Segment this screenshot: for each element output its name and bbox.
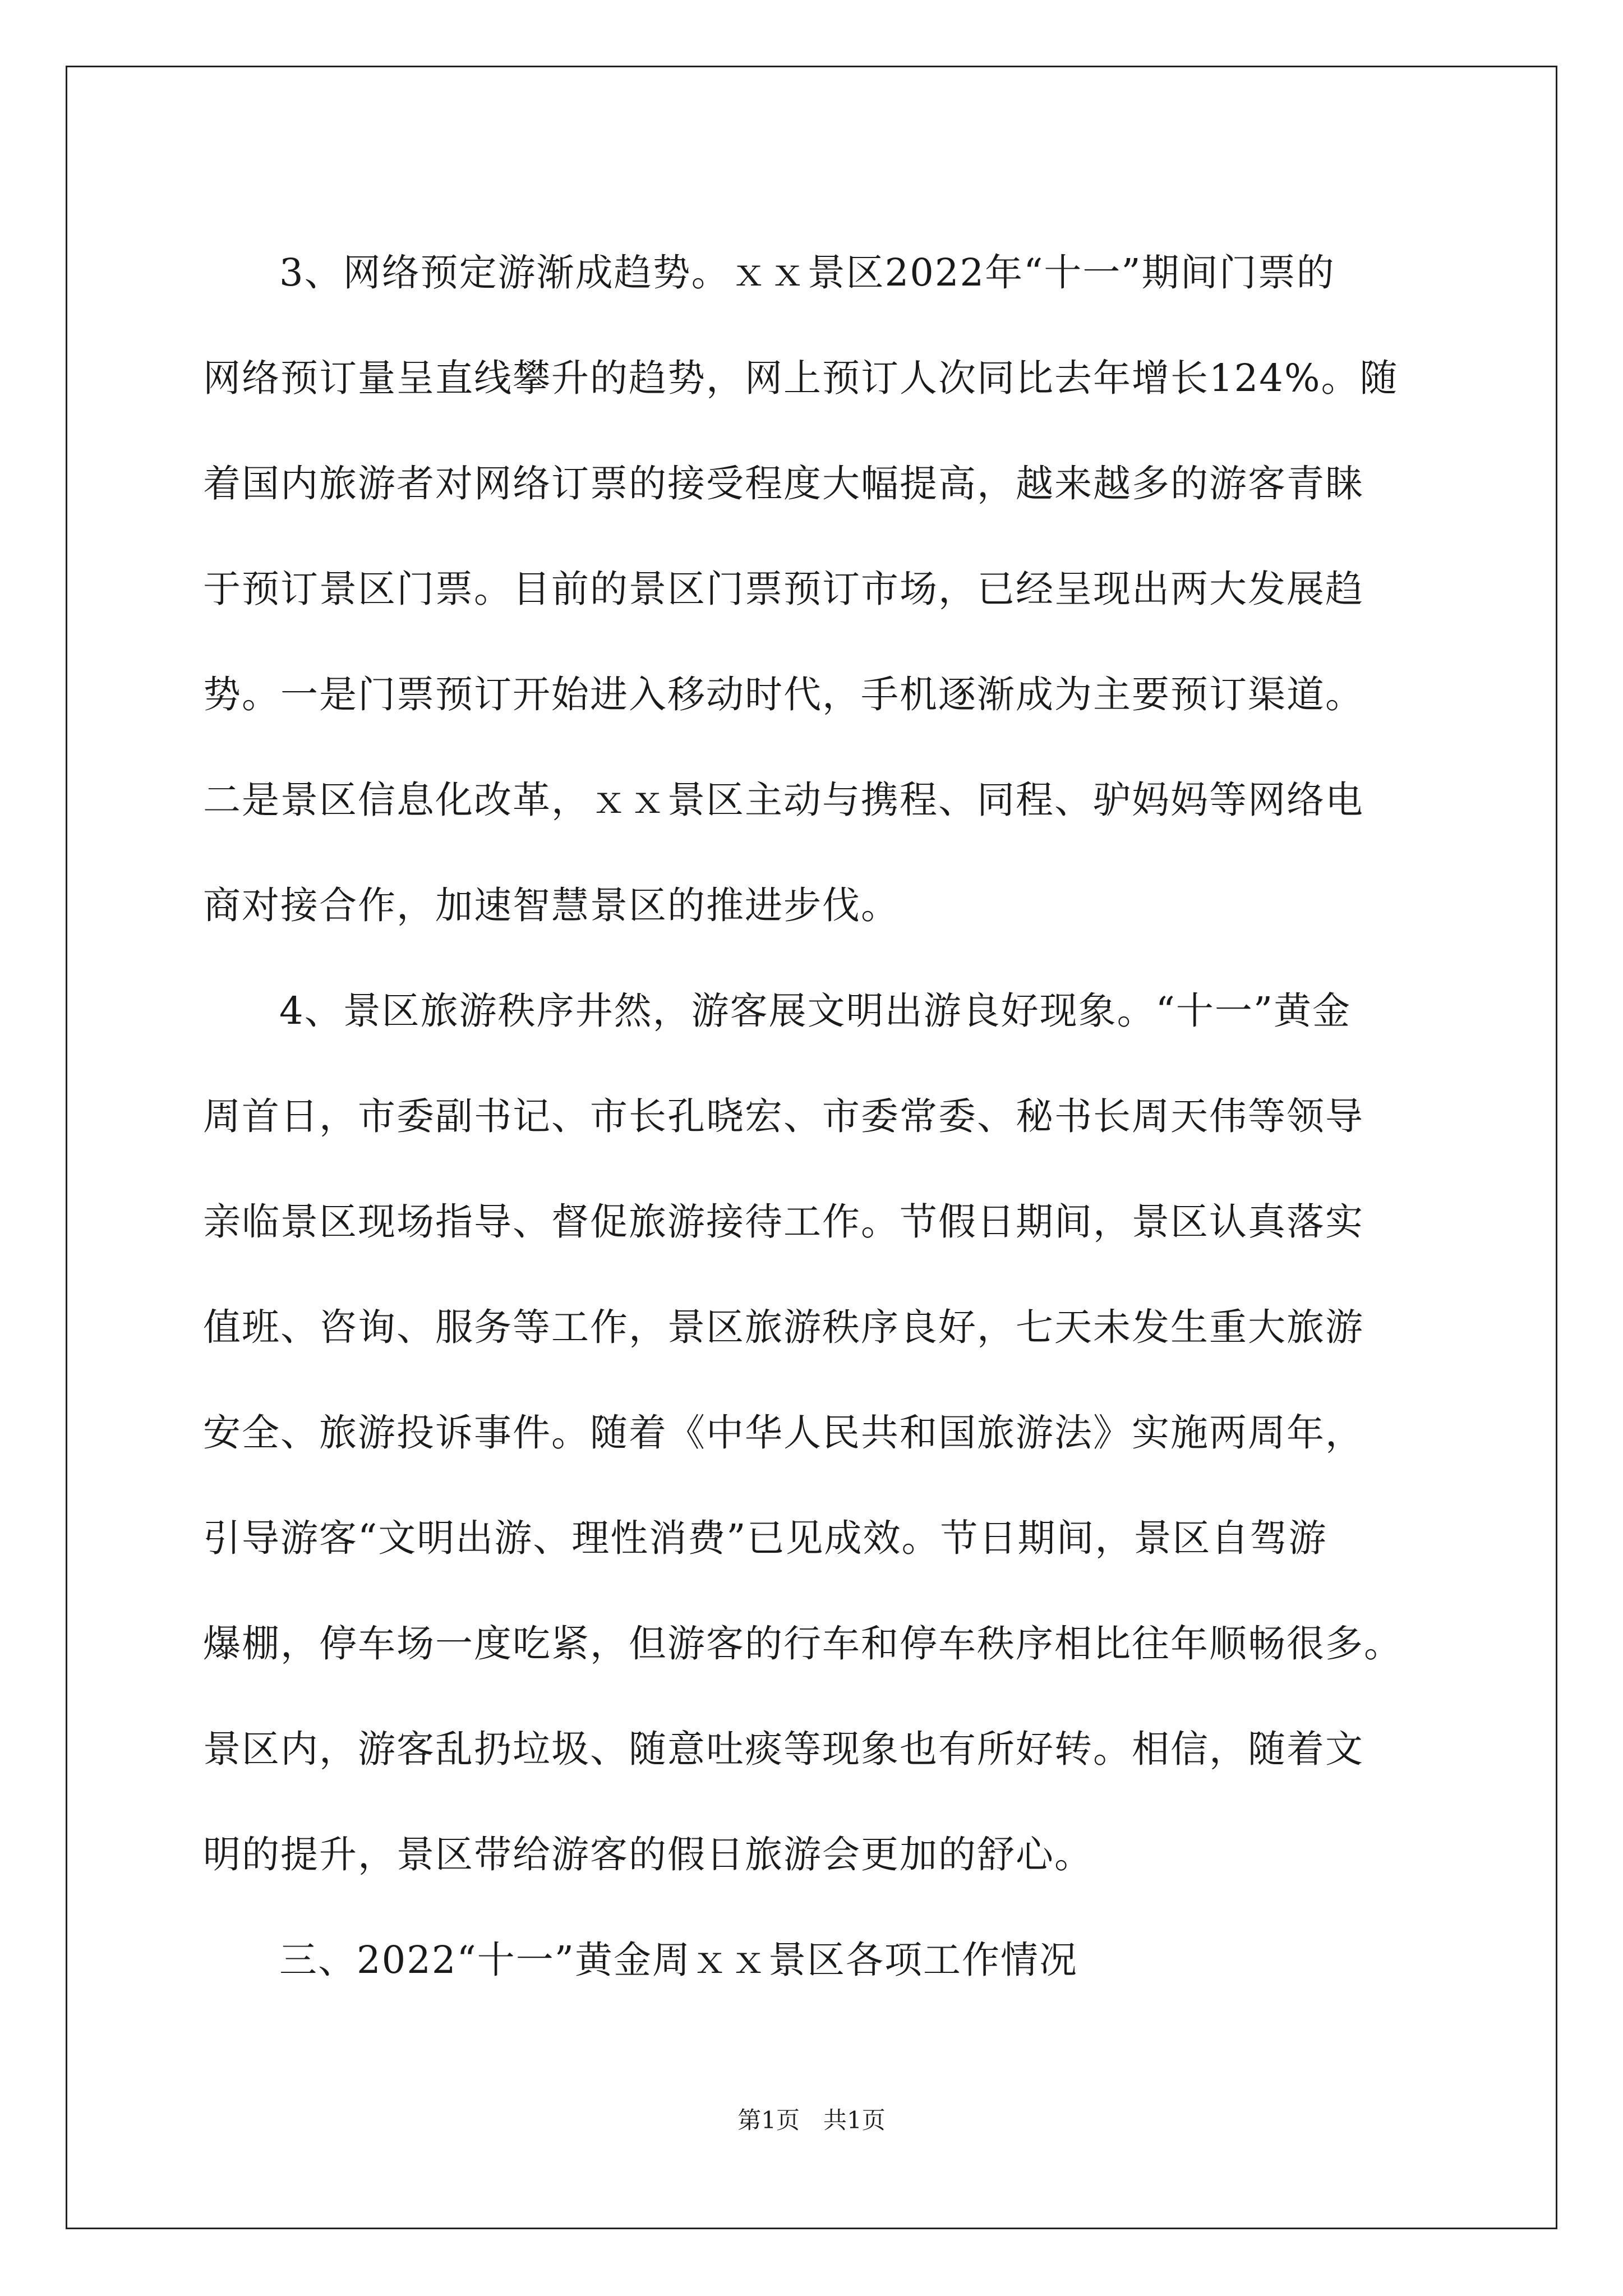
text-line: 3、网络预定游渐成趋势。ｘｘ景区2022年“十一”期间门票的 xyxy=(279,251,1335,295)
text-line: 周首日，市委副书记、市长孔晓宏、市委常委、秘书长周天伟等领导 xyxy=(203,1094,1364,1138)
text-line: 网络预订量呈直线攀升的趋势，网上预订人次同比去年增长124%。随 xyxy=(203,356,1399,400)
text-line: 爆棚，停车场一度吃紧，但游客的行车和停车秩序相比往年顺畅很多。 xyxy=(203,1622,1403,1665)
text-line: 着国内旅游者对网络订票的接受程度大幅提高，越来越多的游客青睐 xyxy=(203,462,1364,505)
text-line: 商对接合作，加速智慧景区的推进步伐。 xyxy=(203,884,900,927)
text-line: 4、景区旅游秩序井然，游客展文明出游良好现象。“十一”黄金 xyxy=(279,989,1352,1033)
text-line: 景区内，游客乱扔垃圾、随意吐痰等现象也有所好转。相信，随着文 xyxy=(203,1727,1364,1771)
paragraph-tourism-order xyxy=(203,958,1420,1907)
page-number-footer: 第1页 共1页 xyxy=(737,2106,886,2134)
text-line: 二是景区信息化改革，ｘｘ景区主动与携程、同程、驴妈妈等网络电 xyxy=(203,778,1364,822)
text-line: 于预订景区门票。目前的景区门票预订市场，已经呈现出两大发展趋 xyxy=(203,567,1364,611)
text-line: 安全、旅游投诉事件。随着《中华人民共和国旅游法》实施两周年， xyxy=(203,1411,1364,1455)
document-body xyxy=(203,220,1420,2013)
text-line: 明的提升，景区带给游客的假日旅游会更加的舒心。 xyxy=(203,1833,1093,1876)
text-line: 亲临景区现场指导、督促旅游接待工作。节假日期间，景区认真落实 xyxy=(203,1200,1364,1244)
text-line: 引导游客“文明出游、理性消费”已见成效。节日期间，景区自驾游 xyxy=(203,1516,1327,1560)
section-heading: 三、2022“十一”黄金周ｘｘ景区各项工作情况 xyxy=(279,1938,1078,1982)
text-line: 值班、咨询、服务等工作，景区旅游秩序良好，七天未发生重大旅游 xyxy=(203,1305,1364,1349)
text-line: 势。一是门票预订开始进入移动时代，手机逐渐成为主要预订渠道。 xyxy=(203,673,1364,716)
paragraph-online-booking xyxy=(203,220,1420,958)
